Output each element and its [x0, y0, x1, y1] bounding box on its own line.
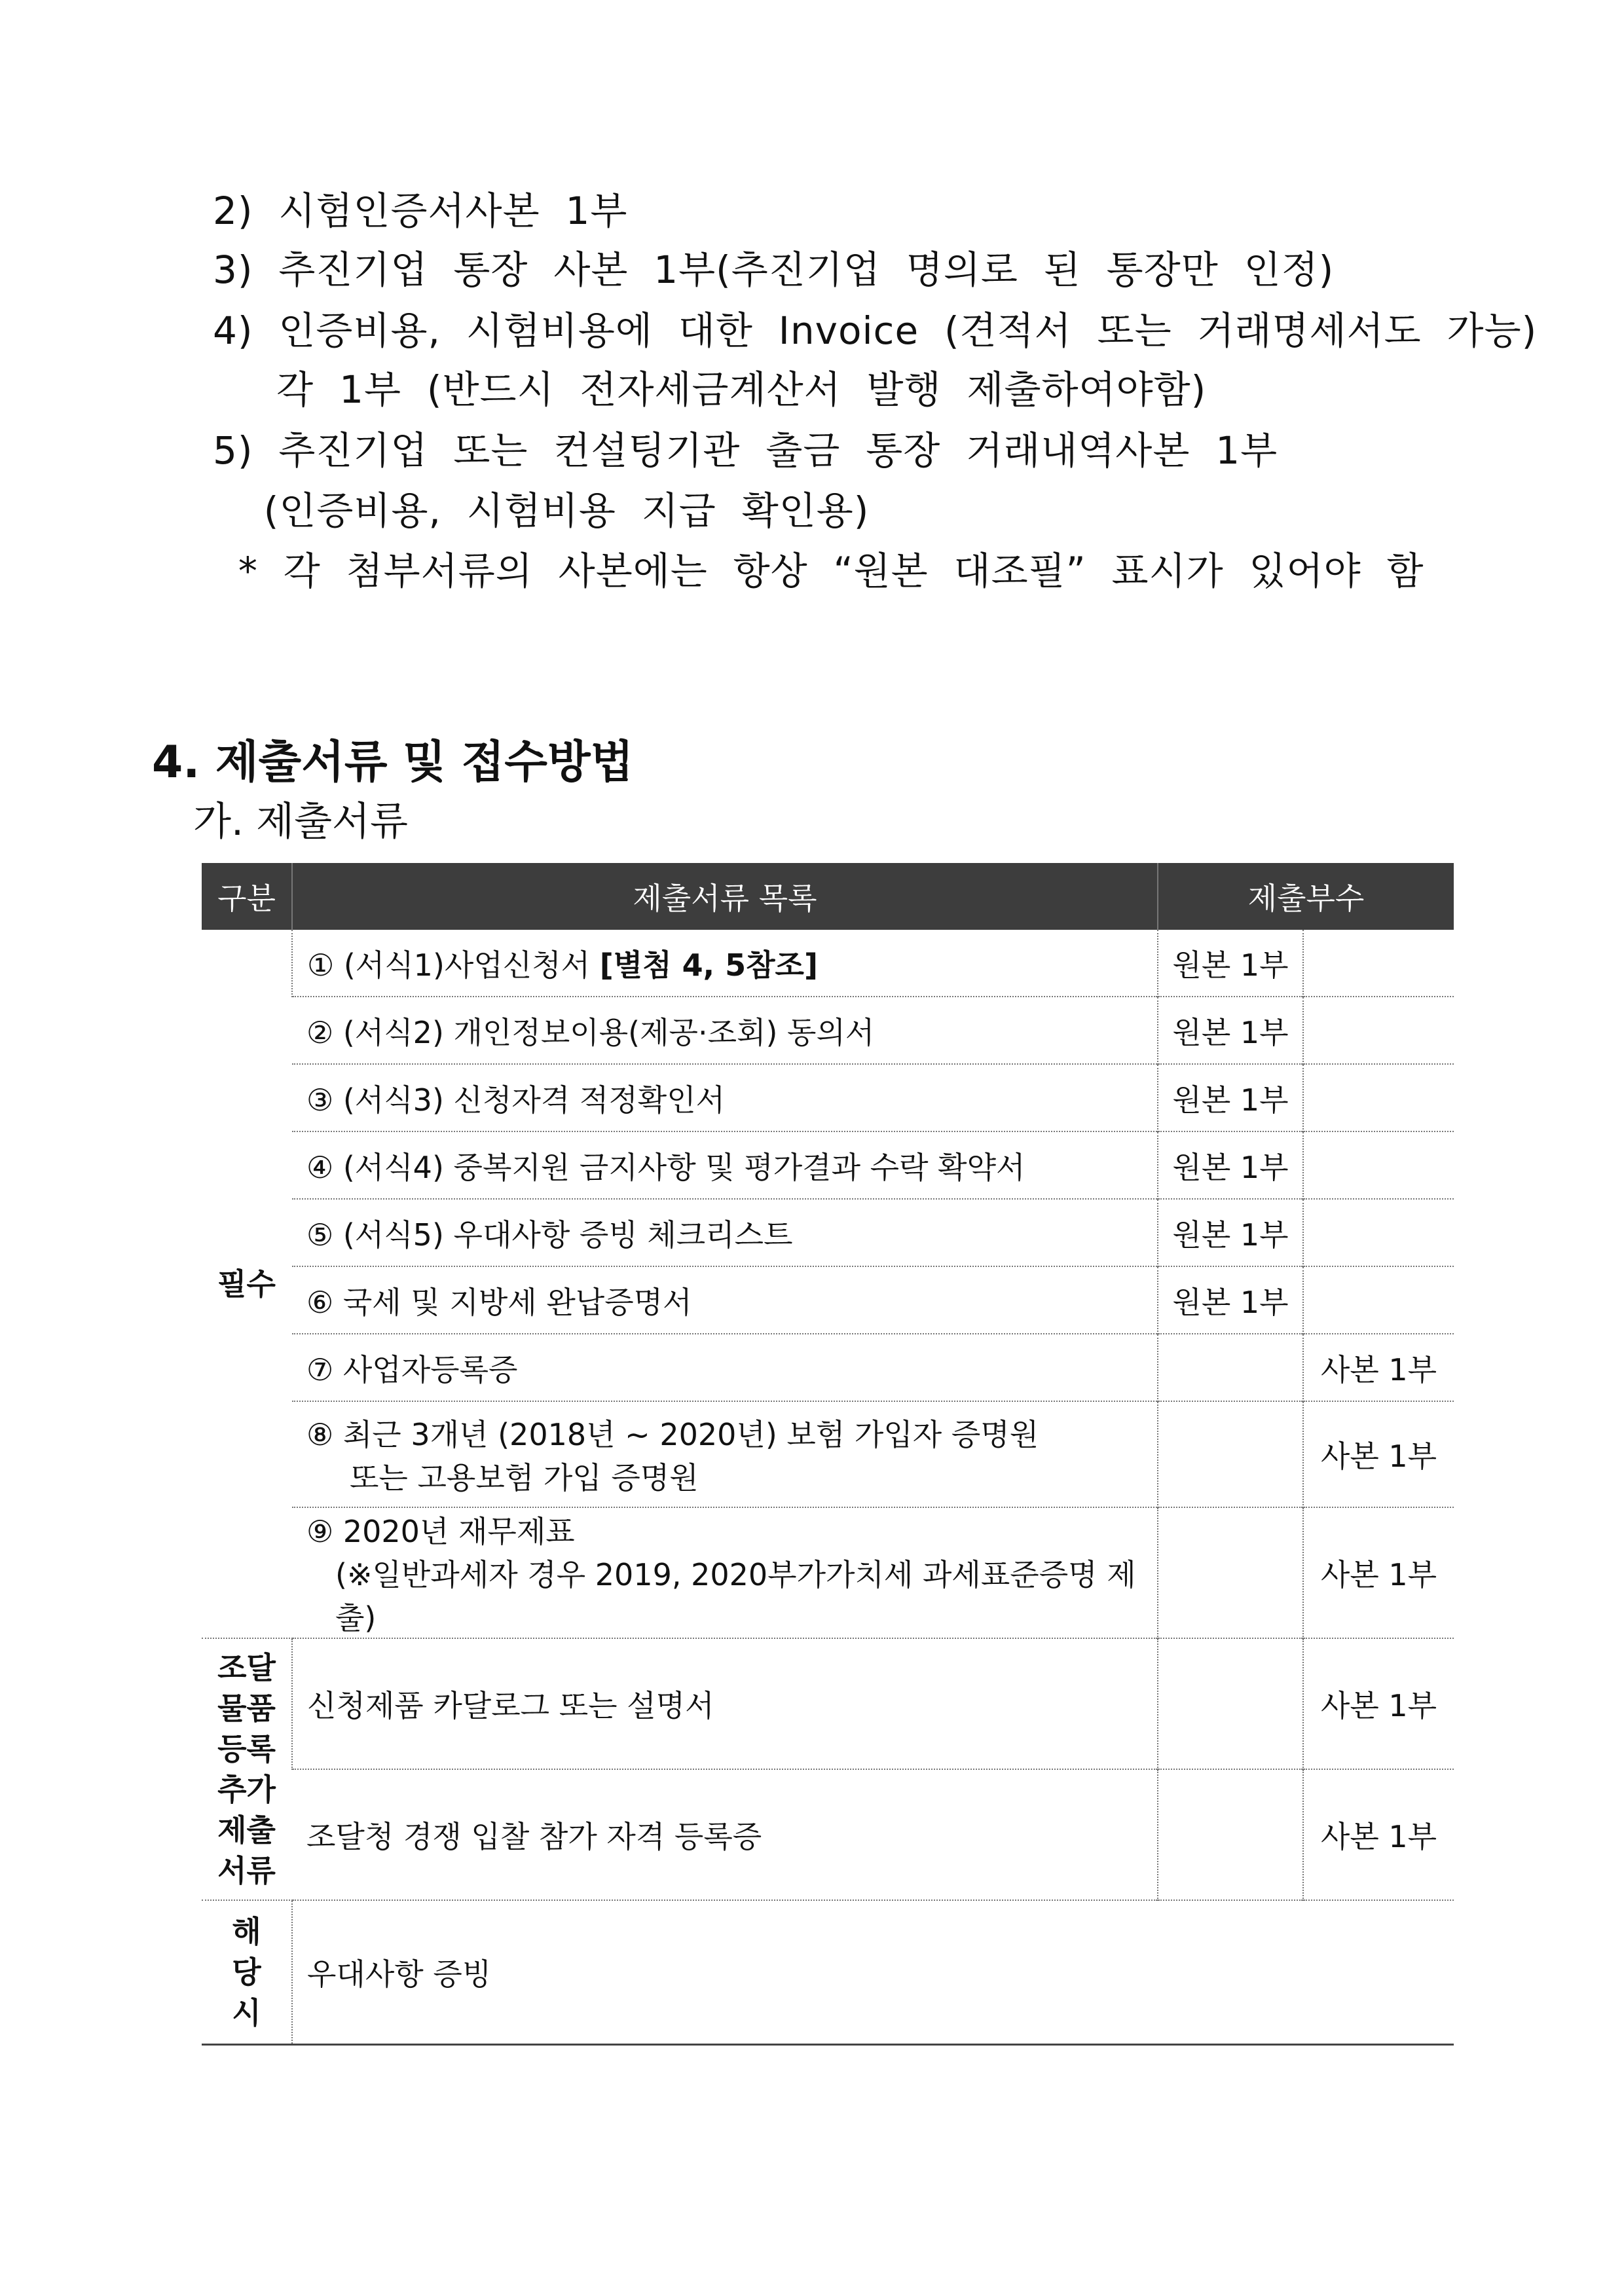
table-row: [202, 1064, 1454, 1131]
copy-count: 사본 1부: [1303, 1334, 1454, 1401]
doc-item: ⑥ 국세 및 지방세 완납증명서: [292, 1266, 1158, 1334]
copy-count: [1303, 997, 1454, 1064]
category-line: 시: [232, 1995, 261, 2030]
header-document-list: 제출서류 목록: [292, 863, 1158, 930]
doc-item-text: ⑧ 최근 3개년 (2018년 ~ 2020년) 보험 가입자 증명원: [306, 1417, 1039, 1452]
category-line: 해: [232, 1914, 261, 1949]
category-line: 제출: [217, 1812, 276, 1848]
category-procurement: [202, 1638, 292, 1900]
intro-line-4: 4) 인증비용, 시험비용에 대한 Invoice (견적서 또는 거래명세서도 가능): [213, 308, 1538, 353]
category-line: 조달: [217, 1650, 276, 1685]
copy-count: 사본 1부: [1303, 1638, 1454, 1769]
copy-count: [1303, 1064, 1454, 1131]
original-count: [1158, 1507, 1303, 1638]
category-line: 당: [232, 1955, 261, 1990]
intro-line-5: 5) 추진기업 또는 컨설팅기관 출금 통장 거래내역사본 1부: [213, 428, 1278, 473]
table-row: [202, 1334, 1454, 1401]
copy-count: [1303, 1131, 1454, 1199]
copy-count: [1303, 1199, 1454, 1266]
doc-item-subtext: (※일반과세자 경우 2019, 2020부가가치세 과세표준증명 제출): [335, 1557, 1136, 1636]
doc-item-emphasis: [별첨 4, 5참조]: [599, 947, 819, 983]
original-count: 원본 1부: [1158, 1131, 1303, 1199]
category-conditional: [202, 1900, 292, 2045]
original-count: 원본 1부: [1158, 1064, 1303, 1131]
table-row: [202, 930, 1454, 997]
doc-item: 우대사항 증빙: [292, 1900, 1454, 2045]
intro-note: * 각 첨부서류의 사본에는 항상 “원본 대조필” 표시가 있어야 함: [213, 549, 1424, 593]
doc-item: ④ (서식4) 중복지원 금지사항 및 평가결과 수락 확약서: [292, 1131, 1158, 1199]
intro-line-3: 3) 추진기업 통장 사본 1부(추진기업 명의로 된 통장만 인정): [213, 248, 1335, 292]
doc-item: ① (서식1)사업신청서 [별첨 4, 5참조]: [292, 930, 1158, 997]
intro-line-4-cont: 각 1부 (반드시 전자세금계산서 발행 제출하여야함): [213, 367, 1207, 412]
doc-item: 신청제품 카달로그 또는 설명서: [292, 1638, 1158, 1769]
header-copies: 제출부수: [1158, 863, 1454, 930]
table-header-row: [202, 863, 1454, 930]
original-count: [1158, 1638, 1303, 1769]
original-count: 원본 1부: [1158, 1199, 1303, 1266]
doc-item-subtext: 또는 고용보험 가입 증명원: [350, 1460, 699, 1496]
table-row: [202, 1638, 1454, 1769]
category-line: 등록: [217, 1731, 276, 1767]
table-row: [202, 1131, 1454, 1199]
header-category: 구분: [202, 863, 292, 930]
table-row: [202, 1507, 1454, 1638]
copy-count: [1303, 930, 1454, 997]
category-line: 추가: [217, 1772, 276, 1807]
copy-count: 사본 1부: [1303, 1769, 1454, 1900]
copy-count: 사본 1부: [1303, 1507, 1454, 1638]
original-count: 원본 1부: [1158, 1266, 1303, 1334]
category-line: 서류: [217, 1853, 276, 1888]
table-row: [202, 997, 1454, 1064]
table-row: [202, 1401, 1454, 1507]
original-count: 원본 1부: [1158, 997, 1303, 1064]
table-row: [202, 1900, 1454, 2045]
doc-item-text: ⑨ 2020년 재무제표: [306, 1514, 575, 1549]
table-row: [202, 1266, 1454, 1334]
doc-item: [292, 1401, 1158, 1507]
doc-item: ⑤ (서식5) 우대사항 증빙 체크리스트: [292, 1199, 1158, 1266]
copy-count: 사본 1부: [1303, 1401, 1454, 1507]
submission-documents-table: [202, 863, 1454, 2046]
copy-count: [1303, 1266, 1454, 1334]
doc-item: ⑦ 사업자등록증: [292, 1334, 1158, 1401]
original-count: [1158, 1334, 1303, 1401]
subsection-title: 가. 제출서류: [193, 799, 408, 845]
table-row: [202, 1769, 1454, 1900]
intro-line-5-cont: (인증비용, 시험비용 지급 확인용): [213, 488, 870, 533]
doc-item: [292, 1507, 1158, 1638]
doc-item: ② (서식2) 개인정보이용(제공·조회) 동의서: [292, 997, 1158, 1064]
doc-item: ③ (서식3) 신청자격 적정확인서: [292, 1064, 1158, 1131]
category-required: 필수: [217, 1266, 276, 1302]
original-count: [1158, 1769, 1303, 1900]
category-line: 물품: [217, 1691, 276, 1726]
intro-line-2: 2) 시험인증서사본 1부: [213, 189, 628, 233]
doc-item: 조달청 경쟁 입찰 참가 자격 등록증: [292, 1769, 1158, 1900]
original-count: [1158, 1401, 1303, 1507]
section-title: 4. 제출서류 및 접수방법: [152, 737, 634, 788]
original-count: 원본 1부: [1158, 930, 1303, 997]
table-row: [202, 1199, 1454, 1266]
